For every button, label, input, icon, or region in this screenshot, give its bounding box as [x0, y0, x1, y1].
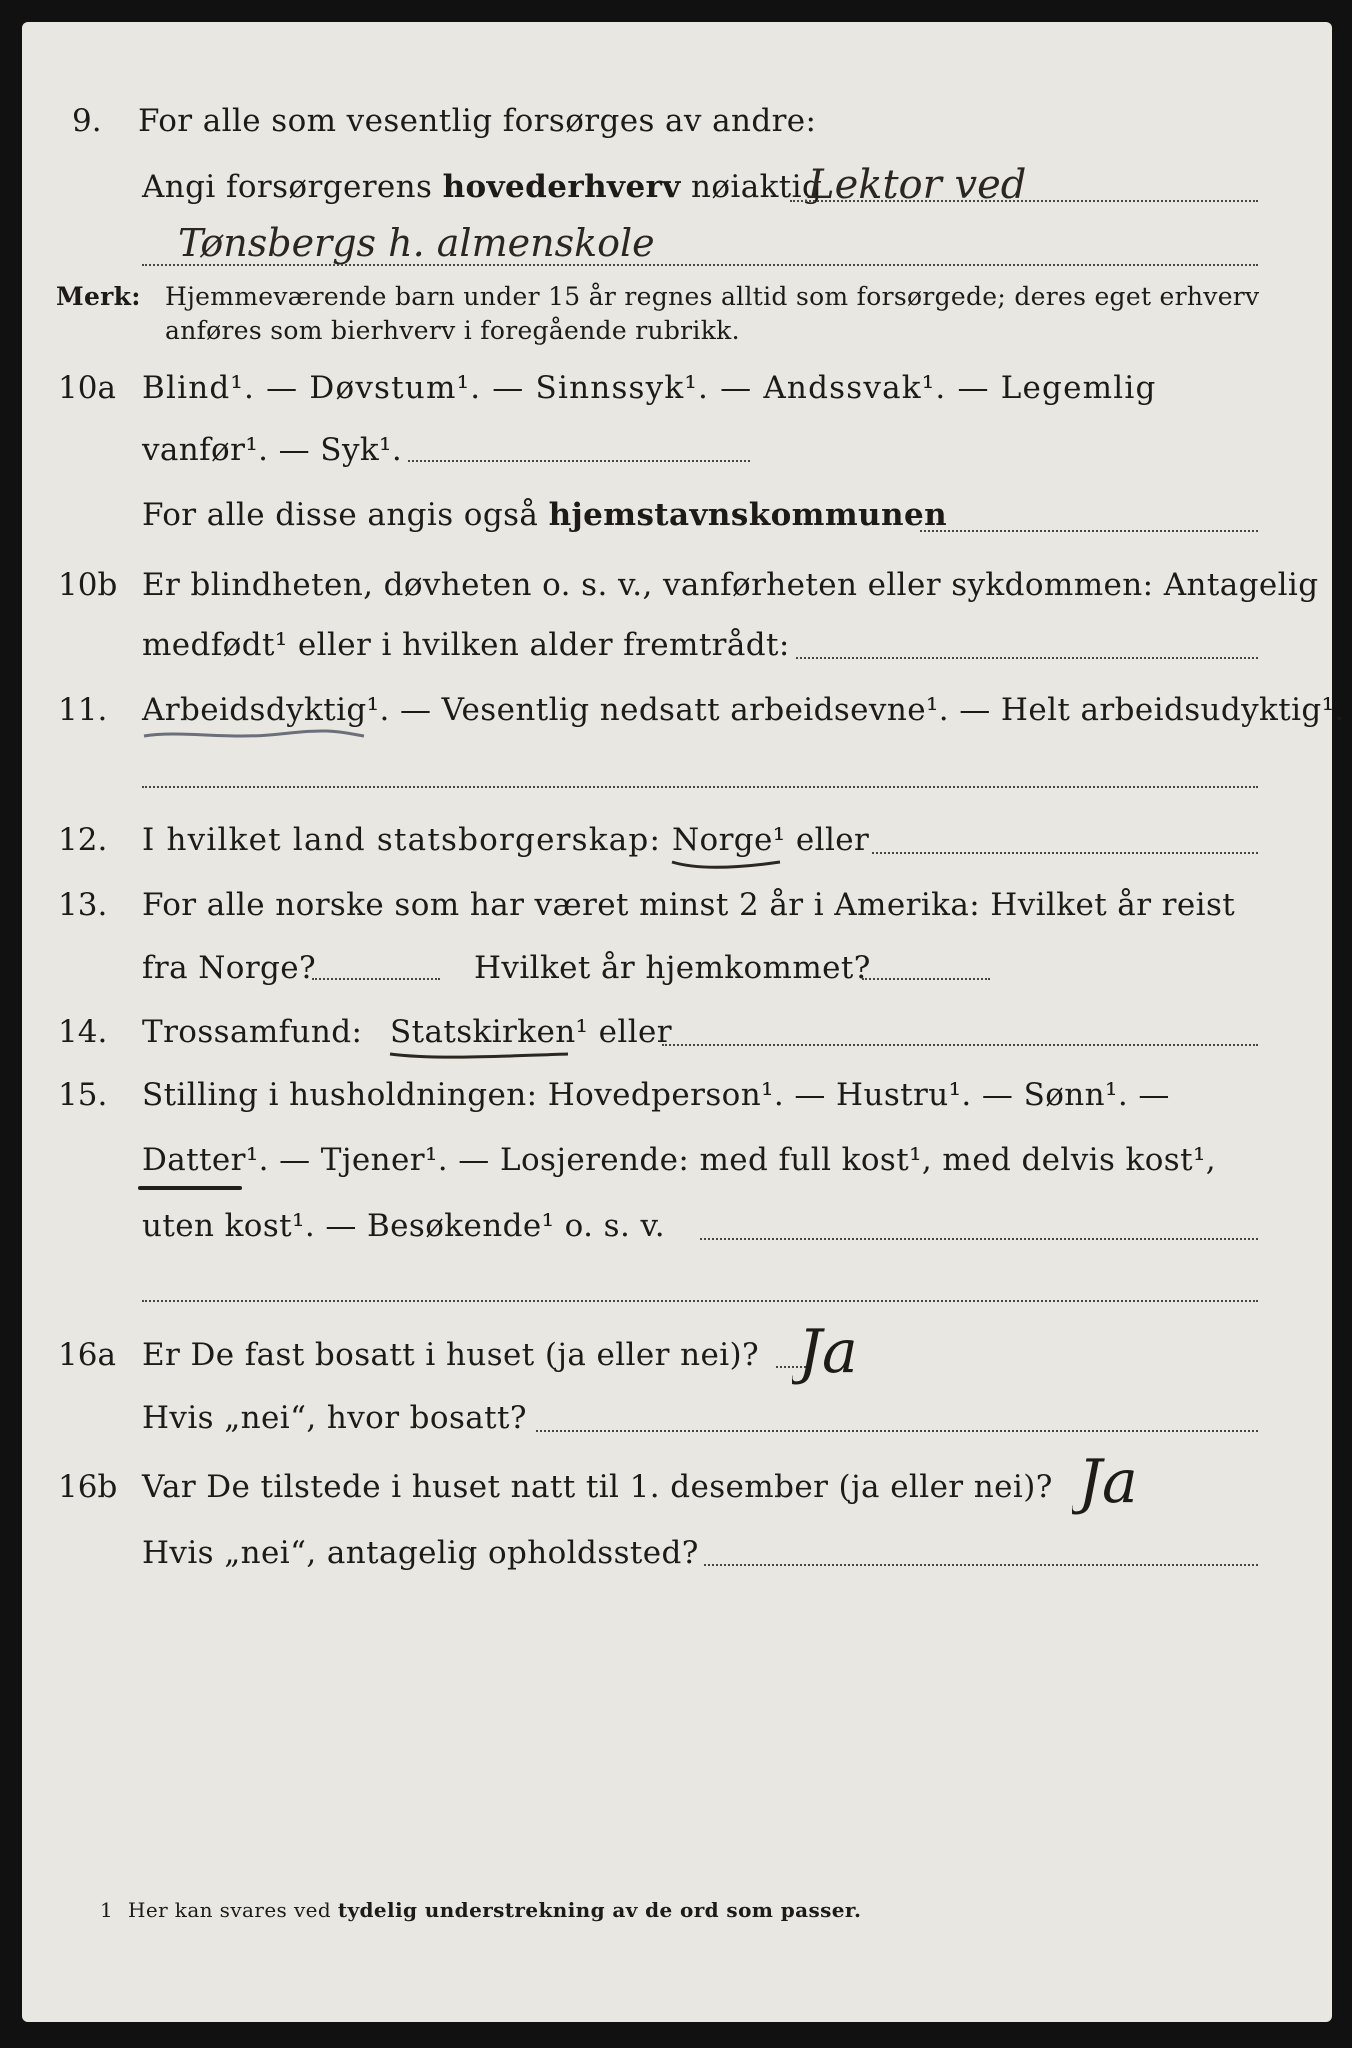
answer-line-10a-sick[interactable] — [408, 460, 750, 462]
question-16a-line-1: Er De fast bosatt i huset (ja eller nei)? — [142, 1337, 760, 1373]
question-number-13: 13. — [58, 887, 108, 923]
question-15-line-1: Stilling i husholdningen: Hovedperson¹. — Hustru¹. — Sønn¹. — — [142, 1077, 1170, 1113]
question-16b-line-1: Var De tilstede i huset natt til 1. desember (ja eller nei)? — [142, 1469, 1053, 1505]
question-number-10b: 10b — [58, 567, 118, 603]
question-14-text: Trossamfund: — [142, 1014, 363, 1050]
question-15-line-3: uten kost¹. — Besøkende¹ o. s. v. — [142, 1208, 665, 1244]
question-12-text: I hvilket land statsborgerskap: — [142, 822, 662, 858]
handwritten-answer-9b — [170, 212, 1090, 272]
answer-line-13-departure-year[interactable] — [312, 978, 440, 980]
question-number-12: 12. — [58, 822, 108, 858]
underline-norge — [668, 852, 788, 876]
note-line-1: Hjemmeværende barn under 15 år regnes alltid som forsørgede; deres eget erhverv — [165, 282, 1260, 311]
question-16a-line-2: Hvis „nei“, hvor bosatt? — [142, 1400, 527, 1436]
question-13-line-1: For alle norske som har været minst 2 år i Amerika: Hvilket år reist — [142, 887, 1236, 923]
answer-line-12[interactable] — [872, 852, 1258, 854]
question-10b-line-2: medfødt¹ eller i hvilken alder fremtrådt: — [142, 627, 790, 663]
question-12-options: Norge¹ eller — [672, 822, 870, 858]
question-13-line-2a: fra Norge? — [142, 950, 317, 986]
question-16b-line-2: Hvis „nei“, antagelig opholdssted? — [142, 1535, 699, 1571]
underline-datter — [138, 1186, 242, 1190]
question-10a-line-3: For alle disse angis også hjemstavnskommunen — [142, 497, 948, 533]
question-number-16b: 16b — [58, 1469, 118, 1505]
answer-line-16a-residence[interactable] — [536, 1430, 1258, 1432]
question-number-9: 9. — [72, 103, 102, 139]
svg-text:Tønsbergs h. almenskole: Tønsbergs h. almenskole — [178, 221, 655, 265]
svg-text:Lektor ved: Lektor ved — [808, 162, 1027, 208]
question-13-line-2b: Hvilket år hjemkommet? — [474, 950, 871, 986]
question-10a-line-1: Blind¹. — Døvstum¹. — Sinnssyk¹. — Andssvak¹. — Legemlig — [142, 370, 1157, 406]
question-9-instruction: Angi forsørgerens hovederhverv nøiaktig — [142, 169, 823, 205]
answer-line-11[interactable] — [142, 786, 1258, 788]
footnote-marker: 1 — [100, 1898, 114, 1922]
answer-line-10a-home-municipality[interactable] — [920, 530, 1258, 532]
question-number-14: 14. — [58, 1014, 108, 1050]
question-number-16a: 16a — [58, 1337, 116, 1373]
svg-text:Ja: Ja — [1078, 1447, 1138, 1517]
answer-line-16b-whereabouts[interactable] — [704, 1564, 1258, 1566]
handwritten-answer-16a — [792, 1310, 952, 1400]
answer-line-10b[interactable] — [796, 657, 1258, 659]
answer-line-15b[interactable] — [142, 1300, 1258, 1302]
question-10b-line-1: Er blindheten, døvheten o. s. v., vanførheten eller sykdommen: Antagelig — [142, 567, 1319, 603]
answer-line-15a[interactable] — [700, 1238, 1258, 1240]
question-14-options: Statskirken¹ eller — [390, 1014, 672, 1050]
question-number-11: 11. — [58, 692, 108, 728]
note-label: Merk: — [56, 282, 141, 311]
handwritten-answer-9a — [800, 150, 1200, 215]
question-number-10a: 10a — [58, 370, 116, 406]
underline-statskirken — [386, 1044, 576, 1068]
note-line-2: anføres som bierhverv i foregående rubrikk. — [165, 316, 740, 345]
question-11-text: Arbeidsdyktig¹. — Vesentlig nedsatt arbeidsevne¹. — Helt arbeidsudyktig¹. — [142, 692, 1345, 728]
answer-line-13-return-year[interactable] — [862, 978, 990, 980]
question-number-15: 15. — [58, 1077, 108, 1113]
footnote-text: Her kan svares ved tydelig understrekning av de ord som passer. — [128, 1898, 862, 1922]
question-10a-line-2: vanfør¹. — Syk¹. — [142, 432, 403, 468]
handwritten-answer-16b — [1072, 1440, 1252, 1530]
svg-text:Ja: Ja — [798, 1317, 858, 1387]
answer-line-14[interactable] — [662, 1044, 1258, 1046]
question-15-line-2: Datter¹. — Tjener¹. — Losjerende: med full kost¹, med delvis kost¹, — [142, 1142, 1217, 1178]
underline-arbeidsdyktig — [140, 722, 370, 746]
question-9-text: For alle som vesentlig forsørges av andre: — [138, 103, 817, 139]
